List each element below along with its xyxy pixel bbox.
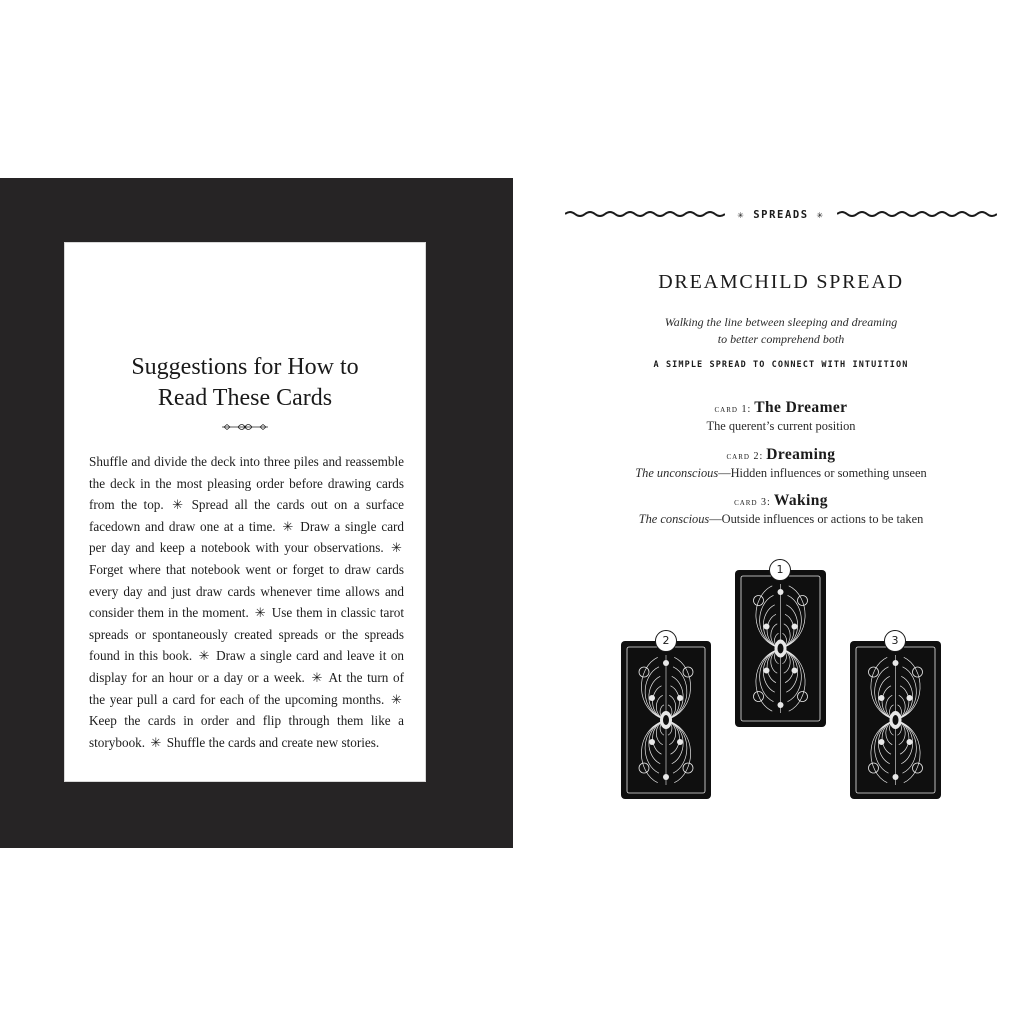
card-entry [565,446,997,481]
card-desc-italic: The conscious [638,512,710,526]
card-desc-text: —Hidden influences or something unseen [718,466,927,480]
suggestion-8: Keep the cards in order and flip through them like a storybook. [89,713,404,750]
star-separator-icon: ✳ [172,497,184,513]
star-separator-icon: ✳ [198,648,210,664]
card-desc-text: —Outside influences or actions to be taken [709,512,924,526]
card-heading [565,399,997,417]
suggestion-1: Shuffle and divide the deck into three piles and reassemble the deck in the most pleasing order before drawing cards from the top. [89,454,404,513]
title-line-1: Suggestions for How to [131,354,359,380]
suggestions-body [89,451,404,753]
position-badge-2: 2 [655,630,677,652]
section-label: ✳ SPREADS ✳ [737,209,825,221]
card-name: The Dreamer [754,399,848,416]
star-separator-icon: ✳ [254,605,266,621]
suggestion-9: Shuffle the cards and create new stories. [166,734,380,750]
suggestion-6: Draw a single card and leave it on display for an hour or a day or a week. [89,648,405,685]
suggestion-7: At the turn of the year pull a card for each of the upcoming months. [89,669,404,707]
card-ornament-icon [850,641,941,799]
paper-panel [64,242,426,782]
card-desc-italic: The unconscious [635,466,719,480]
star-separator-icon: ✳ [390,540,402,556]
title-line-2: Read These Cards [157,385,333,411]
subtitle-line-1: Walking the line between sleeping and dreaming [664,315,898,329]
card-heading [565,492,997,510]
spread-title: DREAMCHILD SPREAD [658,271,904,293]
star-separator-icon: ✳ [390,691,403,707]
card-heading [565,446,997,464]
card-desc-text: The querent’s current position [706,419,856,433]
left-page [0,178,513,848]
tarot-card-back-3 [850,641,941,799]
position-badge-3: 3 [884,630,906,652]
position-badge-1: 1 [769,559,791,581]
ornament-flourish-icon [220,421,270,433]
card-description [565,512,997,527]
spread-caption: A SIMPLE SPREAD TO CONNECT WITH INTUITION [653,360,909,370]
suggestion-5: Use them in classic tarot spreads or spontaneously created spreads or the spreads found in this book. [89,605,405,664]
card-name: Dreaming [766,446,836,463]
card-description [565,419,997,434]
card-entry [565,399,997,434]
suggestion-4: Forget where that notebook went or forget to draw cards every day and just draw cards whenever time allows and consider them in the moment. [89,561,404,621]
section-header [565,207,997,227]
card-number: card 3: [734,497,771,508]
card-ornament-icon [621,641,711,799]
card-ornament-icon [735,570,826,727]
page-title [64,352,426,414]
star-separator-icon: ✳ [311,669,323,685]
tarot-card-back-2 [621,641,711,799]
subtitle-line-2: to better comprehend both [717,332,845,346]
card-number: card 1: [714,404,752,415]
card-description [565,466,997,481]
tarot-card-back-1 [735,570,826,727]
star-separator-icon: ✳ [150,734,162,750]
card-name: Waking [773,492,828,509]
wavy-rule-icon [837,210,997,218]
card-number: card 2: [726,451,764,462]
card-entry [565,492,997,527]
suggestion-2: Spread all the cards out on a surface facedown and draw one at a time. [89,497,405,534]
suggestion-3: Draw a single card per day and keep a notebook with your observations. [89,518,405,556]
spread-subtitle [565,314,997,348]
star-separator-icon: ✳ [282,518,294,534]
